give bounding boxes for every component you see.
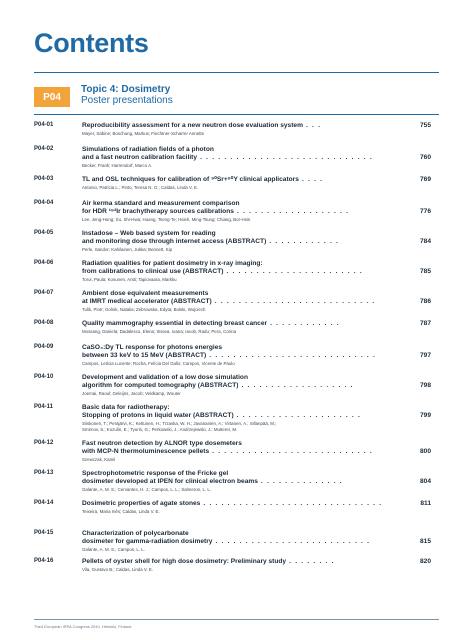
entry-code: P04-04	[34, 200, 54, 206]
entry-page-number: 787	[419, 320, 431, 327]
entry-title-line: Basic data for radiotherapy:	[82, 404, 170, 411]
entry-authors: Tulik, Piotr; Golnik, Natalia; Zebrowska, Edyta; Bulski, Wojciech	[82, 306, 206, 312]
entry-leader-dots: . . . . . . . . . . . . . . . . . . .	[233, 208, 350, 215]
entry-title-line: CaSO₄:Dy TL response for photons energies	[82, 344, 223, 351]
entry-body	[82, 500, 382, 514]
entry-page-number: 820	[419, 558, 431, 565]
entry-code: P04-16	[34, 558, 54, 564]
title-rule	[34, 72, 439, 73]
entry-code: P04-07	[34, 290, 54, 296]
entry-title-line: Ambient dose equivalent measurements	[82, 290, 209, 297]
entry-page-number: 798	[419, 382, 431, 389]
page-footer: Third European IRPA Congress 2010, Helsinki, Finland	[34, 624, 132, 629]
entry-code: P04-03	[34, 176, 54, 182]
section-subtitle: Poster presentations	[81, 95, 173, 106]
entry-page-number: 804	[419, 478, 431, 485]
entry-code: P04-10	[34, 374, 54, 380]
entry-body	[82, 200, 382, 222]
entry-page-number: 784	[419, 238, 431, 245]
entry-body	[82, 530, 382, 552]
entry-title-line: dosimeter for gamma-radiation dosimetry . . . . . . . . . . . . . . . . . . . . . . . . . .	[82, 538, 371, 545]
entry-body	[82, 230, 382, 252]
entry-code: P04-15	[34, 530, 54, 536]
entry-code: P04-02	[34, 146, 54, 152]
section-badge: P04	[34, 87, 70, 107]
entry-authors: Lee, Jeng-Hung; Su, Shi-Hwa; Huang, Tseng-Te; Hsieh, Ming-Tsung; Chiang, Bor-Hsin	[82, 216, 251, 222]
entry-title-line: Simulations of radiation fields of a photon	[82, 146, 214, 153]
entry-authors: Vila, Gustavo B.; Caldas, Linda V. E.	[82, 566, 154, 572]
entry-page-number: 799	[419, 412, 431, 419]
entry-title-line: Instadose – Web based system for reading	[82, 230, 216, 237]
footer-rule	[34, 619, 439, 620]
entry-title-line: Dosimetric properties of agate stones . . . . . . . . . . . . . . . . . . . . . . . . . . . . . .	[82, 500, 383, 507]
entry-authors: Campos, Letícia Lucente; Rocha, Felícia Del Gallo; Campos, Vicente de Paulo	[82, 360, 235, 366]
section-title: Topic 4: Dosimetry	[81, 84, 171, 95]
entry-authors: Galante, A. M. S.; Cervantes, H. J.; Campos, L. L.; Salmeron, L. L.	[82, 486, 212, 492]
section-heading	[81, 84, 173, 106]
entry-title-line: at IMRT medical accelerator (ABSTRACT) . . . . . . . . . . . . . . . . . . . . . . . . . . .	[82, 298, 376, 305]
entry-title-line: Characterization of polycarbonate	[82, 530, 189, 537]
entry-authors: Antonio, Patrícia L.; Pinto, Teresa N. O.; Caldas, Linda V. E.	[82, 184, 199, 190]
entry-leader-dots: . . . .	[298, 176, 324, 183]
entry-authors: Szewczak, Kamil	[82, 456, 116, 462]
entry-leader-dots: . . . . . . . . . . . . . . . . . . . . . . .	[223, 268, 363, 275]
entry-leader-dots: . . . . . . . . . . . .	[266, 238, 340, 245]
entry-title-line: algorithm for computed tomography (ABSTRACT) . . . . . . . . . . . . . . . . . . .	[82, 382, 354, 389]
entry-title-line: with MCP-N thermoluminescence pellets . . . . . . . . . . . . . . . . . . . . . . . . . . .	[82, 448, 373, 455]
entry-authors: Smirnov, S.; Kozulin, E.; Tyurin, G.; Perkowski, J.; Andrzejewski, J.; Mutterer, M.	[82, 426, 238, 432]
entry-leader-dots: . . . . . . . . . . . . . . . . . . . . . . . . . .	[212, 538, 371, 545]
entry-page-number: 769	[419, 176, 431, 183]
entry-authors: Galante, A. M. S.; Campos, L. L.	[82, 546, 145, 552]
entry-title-line: between 33 keV to 15 MeV (ABSTRACT) . . . . . . . . . . . . . . . . . . . . . . . . . . . .	[82, 352, 377, 359]
entry-title-line: TL and OSL techniques for calibration of ⁹⁰Sr+⁹⁰Y clinical applicators . . . .	[82, 176, 324, 183]
entry-title-line: from calibrations to clinical use (ABSTRACT) . . . . . . . . . . . . . . . . . . . . . . .	[82, 268, 363, 275]
entry-authors: Teixeira, Maria Inês; Caldas, Linda V. E.	[82, 508, 160, 514]
entry-authors: Toroi, Paula; Kosunen, Antti; Tapiovaara, Markku	[82, 276, 177, 282]
entry-authors: Becker, Frank; Harrendorf, Marco A.	[82, 162, 153, 168]
entry-body	[82, 374, 382, 396]
entry-leader-dots: . . . . . . . . . . . . . . . . . . . . .	[233, 412, 361, 419]
entry-code: P04-08	[34, 320, 54, 326]
entry-title-line: Radiation qualities for patient dosimetry in x-ray imaging:	[82, 260, 263, 267]
entry-body	[82, 122, 382, 136]
entry-page-number: 815	[419, 538, 431, 545]
entry-title-line: Air kerma standard and measurement comparison	[82, 200, 240, 207]
entry-body	[82, 176, 382, 190]
entry-title-line: Stopping of protons in liquid water (ABSTRACT) . . . . . . . . . . . . . . . . . . . . .	[82, 412, 361, 419]
entry-title-line: Development and validation of a low dose simulation	[82, 374, 248, 381]
entry-code: P04-01	[34, 122, 54, 128]
entry-leader-dots: . . . . . . . . . . . . . .	[257, 478, 343, 485]
entry-title-line: Pellets of oyster shell for high dose dosimetry: Preliminary study . . . . . . . .	[82, 558, 335, 565]
entry-body	[82, 558, 382, 572]
entry-body	[82, 146, 382, 168]
entry-body	[82, 344, 382, 366]
entry-leader-dots: . . . . . . . .	[286, 558, 335, 565]
entry-page-number: 776	[419, 208, 431, 215]
entry-page-number: 800	[419, 448, 431, 455]
entry-authors: Perle, Sandor; Kahilainen, Jukka; Bennett, Kip	[82, 246, 173, 252]
entry-title-line: Spectrophotometric response of the Fricke gel	[82, 470, 229, 477]
entry-authors: Siiskonen, T.; Peräjärvi, K.; Kettunen, H.; Trzaska, W. H.; Javanainen, A.; Virtanen, A.; Sillanpää, M.;	[82, 420, 277, 426]
entry-body	[82, 320, 382, 334]
page-title: Contents	[34, 28, 149, 58]
entry-code: P04-09	[34, 344, 54, 350]
entry-title-line: Reproducibility assessment for a new neutron dose evaluation system . . .	[82, 122, 322, 129]
entry-body	[82, 440, 382, 462]
entry-title-line: Fast neutron detection by ALNOR type dosemeters	[82, 440, 242, 447]
entry-code: P04-06	[34, 260, 54, 266]
entry-code: P04-14	[34, 500, 54, 506]
entry-title-line: Quality mammography essential in detecting breast cancer . . . . . . . . . . . .	[82, 320, 340, 327]
section-rule	[34, 114, 439, 115]
entry-page-number: 755	[419, 122, 431, 129]
entry-page-number: 785	[419, 268, 431, 275]
entry-authors: Mayer, Sabine; Boschung, Markus; Fiechtner-Scharrer Annette	[82, 130, 205, 136]
entry-leader-dots: . . . . . . . . . . . . . . . . . . . . . . . . . . . . . .	[200, 500, 383, 507]
entry-code: P04-13	[34, 470, 54, 476]
entry-page-number: 760	[419, 154, 431, 161]
entry-leader-dots: . . . . . . . . . . . . . . . . . . . . . . . . . . .	[209, 448, 373, 455]
entry-leader-dots: . . . . . . . . . . . .	[267, 320, 340, 327]
entry-title-line: for HDR ¹⁹²Ir brachytherapy sources calibrations . . . . . . . . . . . . . . . . . . .	[82, 208, 350, 215]
entry-body	[82, 404, 382, 432]
entry-body	[82, 470, 382, 492]
entry-leader-dots: . . .	[302, 122, 322, 129]
entry-leader-dots: . . . . . . . . . . . . . . . . . . . . . . . . . . . . .	[197, 154, 373, 161]
entry-code: P04-11	[34, 404, 54, 410]
entry-body	[82, 260, 382, 282]
entry-page-number: 786	[419, 298, 431, 305]
entry-code: P04-05	[34, 230, 54, 236]
entry-authors: Mossang, Daniela; Dadalescu, Elena; Stroea, Ioana; Iacob, Radu; Pera, Corina	[82, 328, 237, 334]
entry-leader-dots: . . . . . . . . . . . . . . . . . . .	[238, 382, 354, 389]
entry-authors: Joemai, Raoul; Geleijns, Jacob; Veldkamp, Wouter	[82, 390, 181, 396]
entry-code: P04-12	[34, 440, 54, 446]
entry-title-line: dosimeter developed at IPEN for clinical electron beams . . . . . . . . . . . . . .	[82, 478, 343, 485]
entry-leader-dots: . . . . . . . . . . . . . . . . . . . . . . . . . . . .	[206, 352, 377, 359]
entry-leader-dots: . . . . . . . . . . . . . . . . . . . . . . . . . . .	[211, 298, 376, 305]
entry-title-line: and a fast neutron calibration facility . . . . . . . . . . . . . . . . . . . . . . . . . . . . .	[82, 154, 373, 161]
entry-body	[82, 290, 382, 312]
entry-page-number: 811	[420, 500, 431, 507]
entry-page-number: 797	[419, 352, 431, 359]
entry-title-line: and monitoring dose through internet access (ABSTRACT) . . . . . . . . . . . .	[82, 238, 340, 245]
